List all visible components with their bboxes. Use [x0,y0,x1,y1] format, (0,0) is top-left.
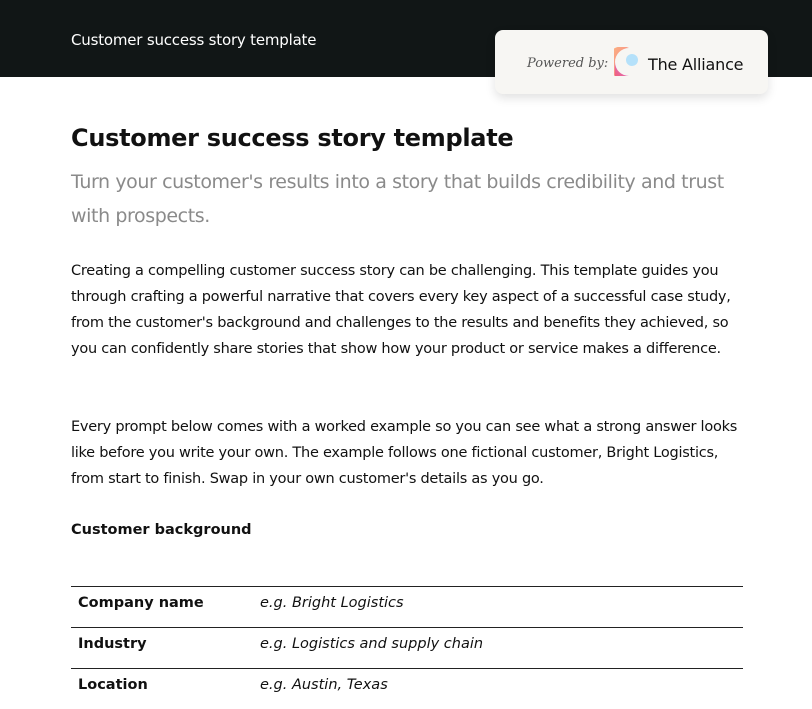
section-heading: Customer background [71,522,252,538]
header-title: Customer success story template [71,31,317,49]
table-row [71,628,743,669]
customer-background-table [71,586,743,709]
page-title: Customer success story template [71,124,514,152]
powered-by-label: Powered by: [527,56,609,71]
example-paragraph: Every prompt below comes with a worked example so you can see what a strong answer looks like before you write your own. The example follows one fictional customer, Bright Logistics, from start to finish. Swap in your own customer's details as you go. [71,419,738,487]
row-label: Company name [78,595,204,611]
row-value[interactable]: e.g. Logistics and supply chain [260,636,484,652]
row-value[interactable]: e.g. Bright Logistics [260,595,404,611]
brand-name: The Alliance [648,55,744,74]
row-label: Location [78,677,148,693]
row-value[interactable]: e.g. Austin, Texas [260,677,388,693]
page-subtitle: Turn your customer's results into a story that builds credibility and trust with prospects. [71,171,724,227]
powered-by-card[interactable] [495,30,768,94]
intro-paragraph: Creating a compelling customer success story can be challenging. This template guides you through crafting a powerful narrative that covers every key aspect of a successful case study, from the customer's background and challenges to the results and benefits they achieved, so you can confidently share stories that show how your product or service makes a difference. [71,263,731,357]
table-row [71,587,743,628]
row-label: Industry [78,636,147,652]
table-row [71,669,743,709]
top-bar [0,0,812,77]
alliance-logo-icon [614,47,644,77]
